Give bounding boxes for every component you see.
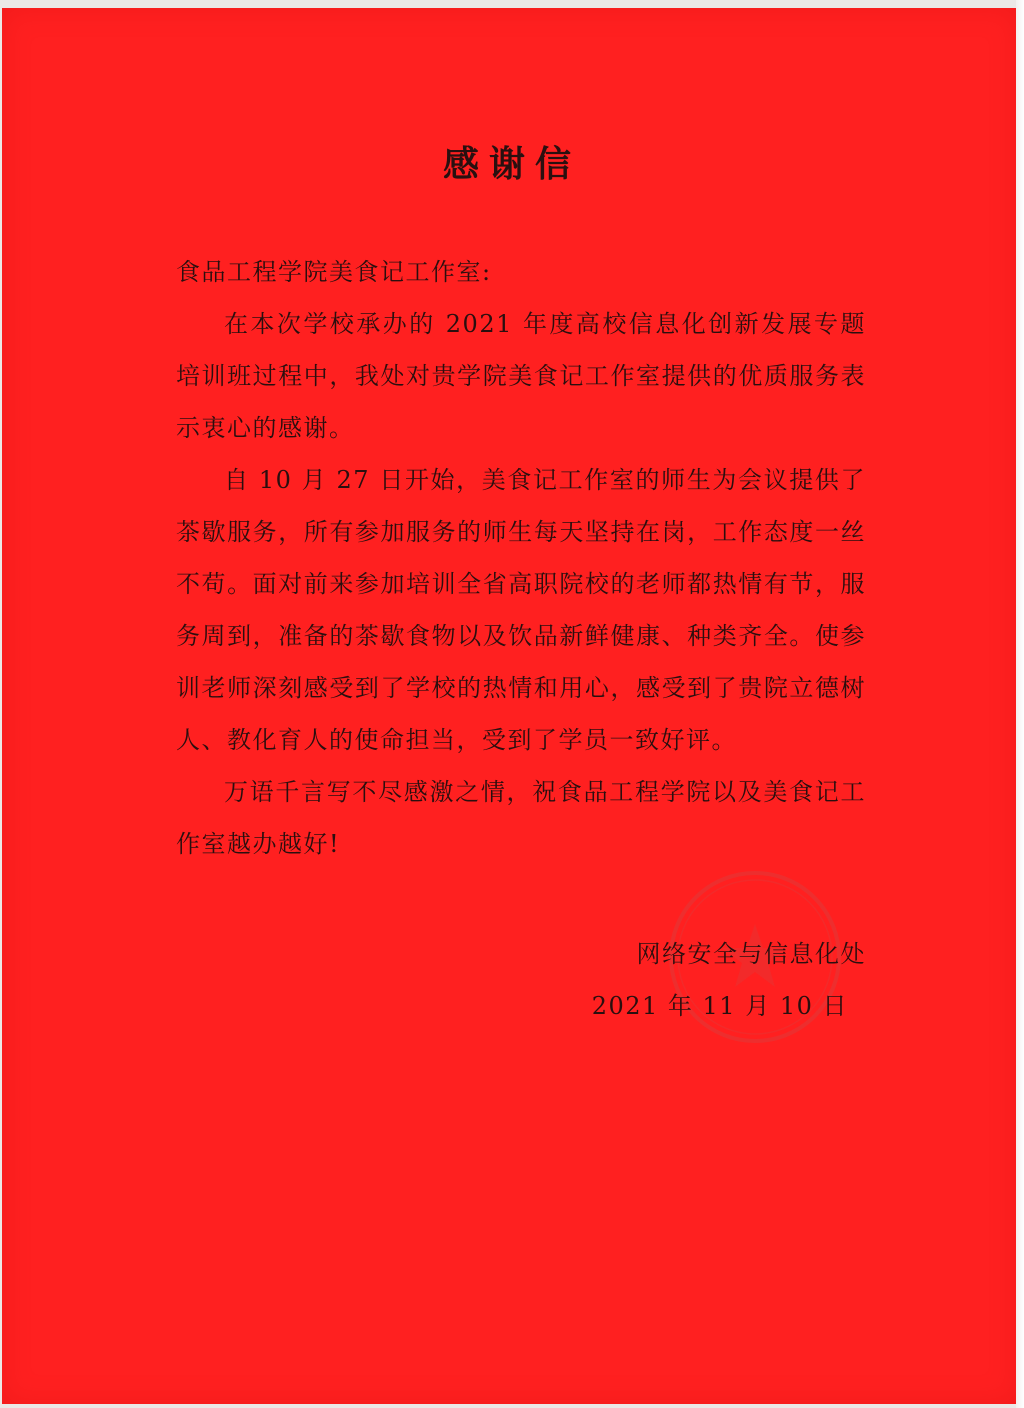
salutation: 食品工程学院美食记工作室:	[176, 258, 492, 286]
paragraph-3: 万语千言写不尽感激之情，祝食品工程学院以及美食记工作室越办越好!	[176, 778, 866, 858]
signature-date: 2021 年 11 月 10 日	[591, 992, 848, 1020]
letter-title: 感谢信	[442, 143, 581, 185]
letter-body	[176, 246, 866, 870]
paragraph-1: 在本次学校承办的 2021 年度高校信息化创新发展专题培训班过程中，我处对贵学院美食记工作室提供的优质服务表示衷心的感谢。	[176, 310, 866, 442]
paragraph-2: 自 10 月 27 日开始，美食记工作室的师生为会议提供了茶歇服务，所有参加服务的师生每天坚持在岗，工作态度一丝不苟。面对前来参加培训全省高职院校的老师都热情有节，服务周到，准备的茶歇食物以及饮品新鲜健康、种类齐全。使参训老师深刻感受到了学校的热情和用心，感受到了贵院立德树人、教化育人的使命担当，受到了学员一致好评。	[176, 466, 866, 754]
signature-organization: 网络安全与信息化处	[636, 940, 866, 968]
scan-edge	[1016, 0, 1024, 1408]
